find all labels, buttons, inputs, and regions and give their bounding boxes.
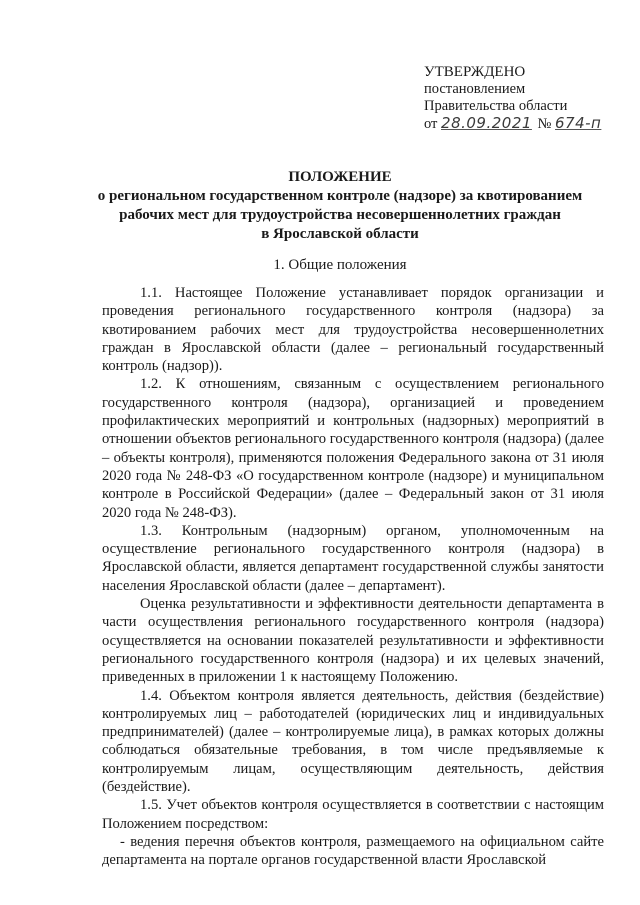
paragraph-evaluation: Оценка результативности и эффективности деятельности департамента в части осуществления регионального государственного контроля (надзора) осуществляется на основании показателей результативности и эффективности регионального государственного контроля (надзора) и их целевых значений, приведенных в приложении 1 к настоящему Положению. — [102, 596, 604, 686]
date-prefix: от — [424, 116, 438, 132]
paragraph-1-4: 1.4. Объектом контроля является деятельность, действия (бездействие) контролируемых лиц – работодателей (юридических лиц и индивидуальных предпринимателей) (далее – контролируемые лица), в рамках которых должны соблюдаться обязательные требования, в том числе предъявляемые к контролируемым лицам, осуществляющим деятельность, действия (бездействие). — [102, 687, 604, 796]
approval-line-1: постановлением — [424, 81, 526, 97]
document-title — [60, 168, 620, 244]
title-line-4: в Ярославской области — [261, 226, 419, 242]
approval-stamp — [424, 64, 624, 133]
approval-date-line — [424, 115, 624, 133]
paragraph-1-3: 1.3. Контрольным (надзорным) органом, уполномоченным на осуществление регионального государственного контроля (надзора) в Ярославской области, является департамент государственной службы занятости населения Ярославской области (далее – департамент). — [102, 522, 604, 594]
paragraph-1-5: 1.5. Учет объектов контроля осуществляется в соответствии с настоящим Положением посредством: — [102, 797, 604, 832]
handwritten-number: 674-п — [555, 114, 602, 132]
bullet-item: - ведения перечня объектов контроля, размещаемого на официальном сайте департамента на портале органов государственной власти Ярославской — [102, 833, 604, 869]
title-line-2: о региональном государственном контроле (надзоре) за квотированием — [97, 188, 583, 204]
section-heading: 1. Общие положения — [273, 257, 407, 273]
title-line-3: рабочих мест для трудоустройства несовершеннолетних граждан — [119, 207, 561, 223]
document-body — [102, 284, 604, 870]
handwritten-date: 28.09.2021 — [441, 114, 532, 132]
title-line-1: ПОЛОЖЕНИЕ — [288, 169, 392, 185]
paragraph-1-1: 1.1. Настоящее Положение устанавливает порядок организации и проведения регионального государственного контроля (надзора) за квотированием рабочих мест для трудоустройства несовершеннолетних граждан в Ярославской области (далее – региональный государственный контроль (надзор)). — [102, 285, 604, 375]
approval-heading: УТВЕРЖДЕНО — [424, 64, 526, 80]
paragraph-1-2: 1.2. К отношениям, связанным с осуществлением регионального государственного контроля (надзора), организацией и проведением профилактических мероприятий и контрольных (надзорных) мероприятий в отношении объектов регионального государственного контроля (надзора) (далее – объекты контроля), применяются положения Федерального закона от 31 июля 2020 года № 248-ФЗ «О государственном контроле (надзоре) и муниципальном контроле в Российской Федерации» (далее – Федеральный закон от 31 июля 2020 года № 248-ФЗ). — [102, 376, 604, 521]
number-sign: № — [537, 116, 552, 132]
approval-line-2: Правительства области — [424, 98, 568, 114]
